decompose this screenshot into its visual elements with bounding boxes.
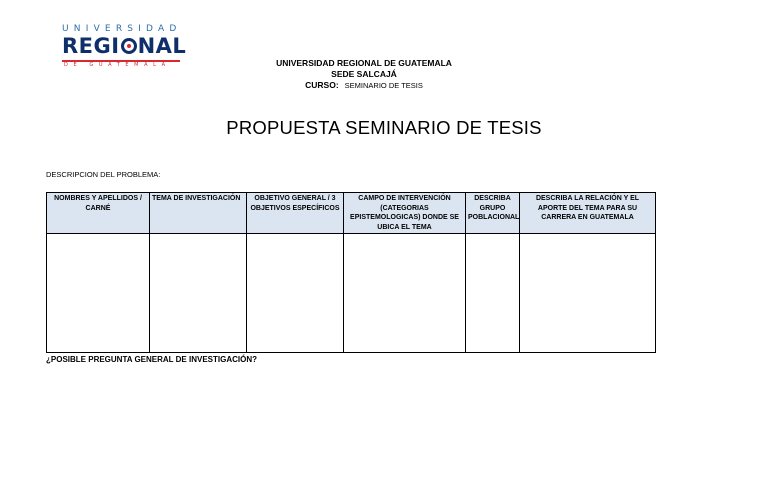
university-name: UNIVERSIDAD REGIONAL DE GUATEMALA [276, 58, 452, 68]
column-header-topic: TEMA DE INVESTIGACIÓN [150, 193, 247, 234]
research-question-label: ¿POSIBLE PREGUNTA GENERAL DE INVESTIGACIÓN? [46, 355, 257, 364]
column-header-objectives: OBJETIVO GENERAL / 3 OBJETIVOS ESPECÍFICOS [247, 193, 344, 234]
logo-main-text-start: REGI [62, 34, 120, 58]
course-label: CURSO: [305, 80, 339, 90]
proposal-table [46, 192, 656, 353]
column-header-field: CAMPO DE INTERVENCIÓN (CATEGORIAS EPISTEMOLOGICAS) DONDE SE UBICA EL TEMA [344, 193, 466, 234]
cell-field[interactable] [344, 234, 466, 353]
logo-o-mark-icon [121, 38, 137, 54]
course-line [214, 80, 514, 91]
column-header-names: NOMBRES Y APELLIDOS / CARNÉ [47, 193, 150, 234]
course-value: SEMINARIO DE TESIS [344, 81, 423, 90]
page-title: PROPUESTA SEMINARIO DE TESIS [226, 117, 542, 138]
table-row [47, 234, 656, 353]
logo-top-text: UNIVERSIDAD [62, 24, 182, 34]
table-header-row [47, 193, 656, 234]
campus-name: SEDE SALCAJÁ [331, 69, 397, 79]
cell-topic[interactable] [150, 234, 247, 353]
cell-names[interactable] [47, 234, 150, 353]
logo-main-text-end: NAL [137, 34, 187, 58]
cell-contribution[interactable] [520, 234, 656, 353]
university-logo [62, 24, 188, 72]
logo-sub-text: DE GUATEMALA [64, 62, 171, 68]
cell-objectives[interactable] [247, 234, 344, 353]
document-header [214, 58, 514, 91]
problem-description-label: DESCRIPCION DEL PROBLEMA: [46, 170, 161, 179]
column-header-population: DESCRIBA GRUPO POBLACIONAL [466, 193, 520, 234]
logo-main-text [62, 34, 186, 58]
column-header-contribution: DESCRIBA LA RELACIÓN Y EL APORTE DEL TEMA PARA SU CARRERA EN GUATEMALA [520, 193, 656, 234]
cell-population[interactable] [466, 234, 520, 353]
